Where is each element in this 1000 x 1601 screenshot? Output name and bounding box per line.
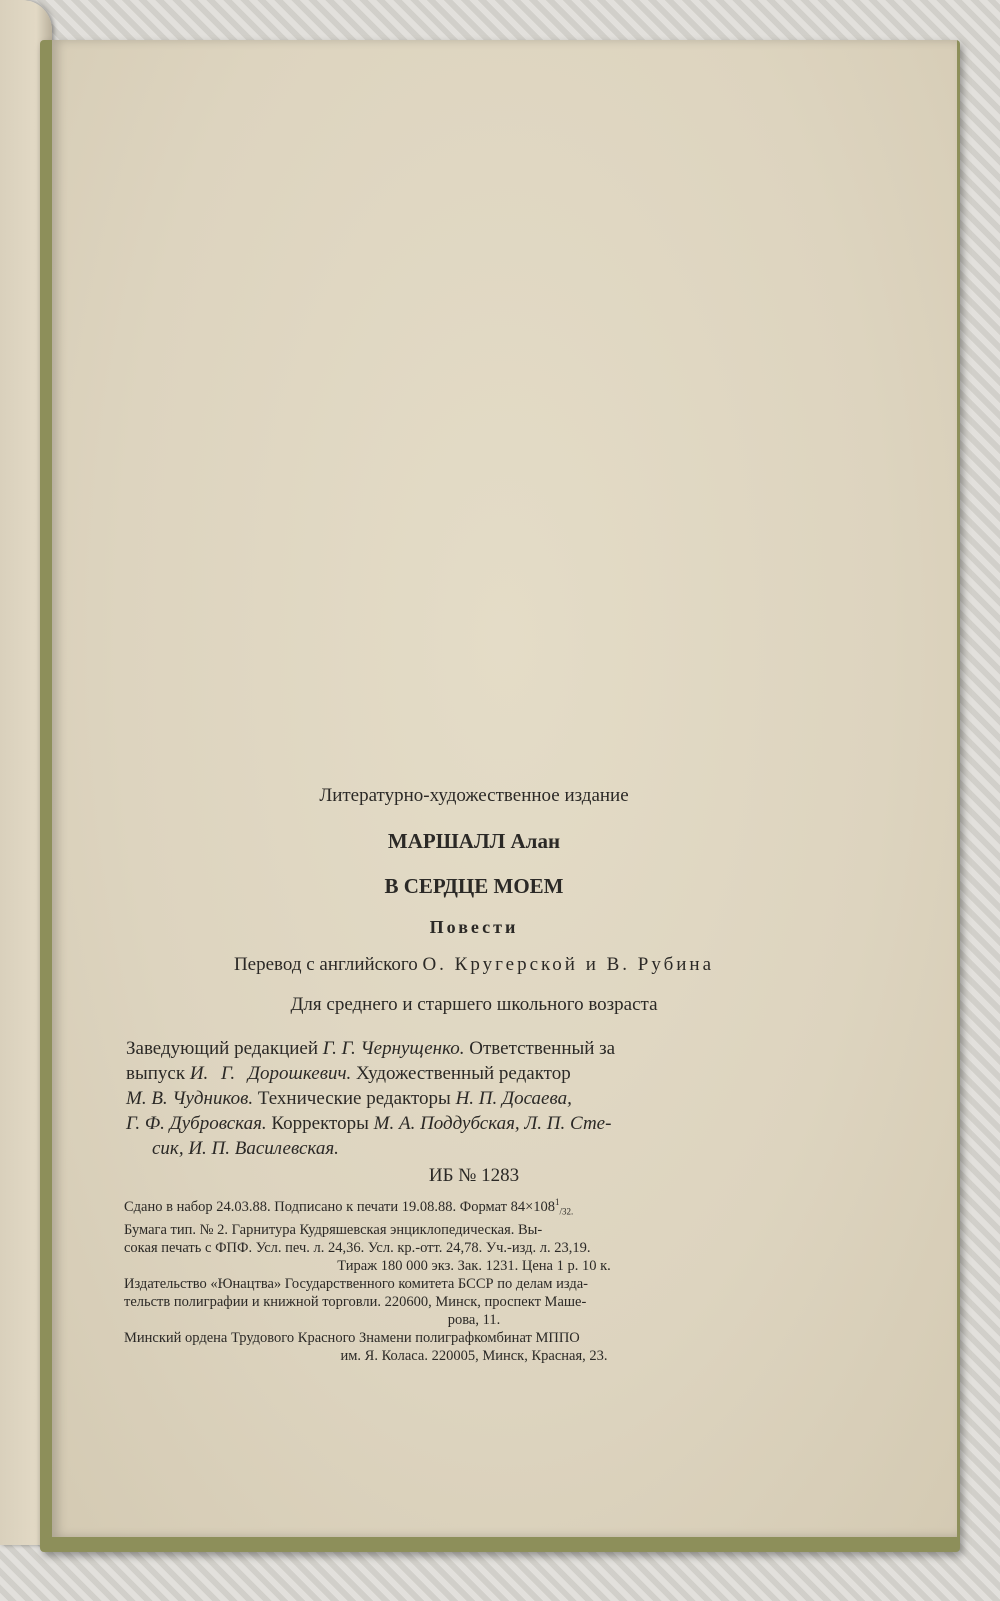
print-line: Сдано в набор 24.03.88. Подписано к печати 19.08.88. Формат $84\times 108^1_{/32.}$ <box>124 1197 574 1217</box>
edition-genre: Литературно-художественное издание <box>319 785 629 806</box>
publisher-line: Издательство «Юнацтва» Государственного комитета БССР по делам изда- <box>124 1275 588 1292</box>
ib-number: ИБ № 1283 <box>428 1165 520 1186</box>
staff-line: сик, И. П. Василевская. <box>152 1138 339 1159</box>
book-page <box>52 40 957 1537</box>
print-details <box>124 1193 824 1365</box>
publisher-line: тельств полиграфии и книжной торговли. 220600, Минск, проспект Маше- <box>124 1293 587 1310</box>
print-line: Бумага тип. № 2. Гарнитура Кудряшевская энциклопедическая. Вы- <box>124 1221 543 1238</box>
print-line: Тираж 180 000 экз. Зак. 1231. Цена 1 р. 10 к. <box>337 1257 611 1274</box>
staff-line: Г. Ф. Дубровская. Корректоры М. А. Поддубская, Л. П. Сте- <box>126 1113 612 1134</box>
editorial-staff <box>124 1036 824 1161</box>
print-line: сокая печать с ФПФ. Усл. печ. л. 24,36. Усл. кр.-отт. 24,78. Уч.-изд. л. 23,19. <box>124 1239 591 1256</box>
printer-line: им. Я. Коласа. 220005, Минск, Красная, 23. <box>340 1347 608 1364</box>
staff-line: М. В. Чудников. Технические редакторы Н. П. Досаева, <box>126 1088 572 1109</box>
book-author: МАРШАЛЛ Алан <box>387 829 561 853</box>
translation-credit <box>124 954 824 976</box>
book-kind: Повести <box>429 917 519 937</box>
printer-line: Минский ордена Трудового Красного Знамени полиграфкомбинат МППО <box>124 1329 580 1346</box>
staff-line: выпуск И. Г. Дорошкевич. Художественный редактор <box>126 1063 571 1084</box>
publisher-line: рова, 11. <box>447 1311 501 1328</box>
staff-line: Заведующий редакцией Г. Г. Чернущенко. Ответственный за <box>126 1038 616 1059</box>
imprint-block <box>124 785 824 1365</box>
age-group: Для среднего и старшего школьного возраста <box>290 994 658 1015</box>
translation-prefix: Перевод с английского <box>233 954 418 975</box>
translator-names: О. Кругерской и В. Рубина <box>422 954 715 975</box>
book-title: В СЕРДЦЕ МОЕМ <box>384 874 564 898</box>
